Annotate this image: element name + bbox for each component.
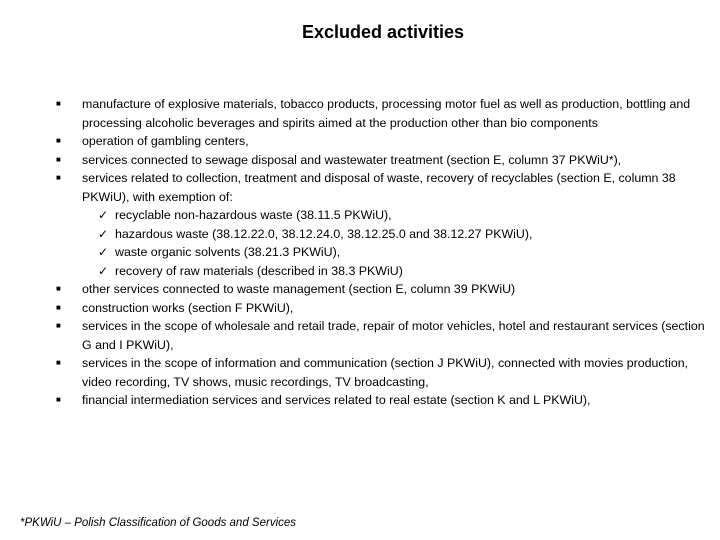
list-item-text: services in the scope of wholesale and retail trade, repair of motor vehicles, hotel and restaurant services (section G and I PKWiU), bbox=[82, 319, 705, 352]
exemption-text: recovery of raw materials (described in 38.3 PKWiU) bbox=[115, 263, 403, 278]
square-bullet-icon: ■ bbox=[56, 284, 61, 293]
page-title: Excluded activities bbox=[301, 22, 465, 42]
list-item-text: operation of gambling centers, bbox=[82, 134, 249, 148]
list-item bbox=[55, 299, 705, 318]
list-item-text: services related to collection, treatment and disposal of waste, recovery of recyclables (section E, column 38 PKWiU), with exemption of: bbox=[82, 171, 676, 204]
exemptions-block bbox=[55, 206, 705, 280]
checkmark-icon: ✓ bbox=[98, 263, 109, 278]
exemption-text: hazardous waste (38.12.22.0, 38.12.24.0, 38.12.25.0 and 38.12.27 PKWiU), bbox=[115, 226, 533, 241]
list-item bbox=[55, 280, 705, 299]
square-bullet-icon: ■ bbox=[56, 136, 61, 145]
square-bullet-icon: ■ bbox=[56, 302, 61, 312]
list-item-text: services in the scope of information and communication (section J PKWiU), connected with movies production, video recording, TV shows, music recordings, TV broadcasting, bbox=[82, 356, 689, 389]
list-item-text: other services connected to waste management (section E, column 39 PKWiU) bbox=[82, 282, 516, 296]
exemption-item bbox=[82, 206, 705, 225]
exemption-text: waste organic solvents (38.21.3 PKWiU), bbox=[115, 245, 341, 259]
checkmark-icon: ✓ bbox=[98, 245, 109, 259]
list-item bbox=[55, 354, 705, 391]
square-bullet-icon: ■ bbox=[56, 321, 61, 330]
list-item bbox=[55, 169, 705, 206]
list-item-text: construction works (section F PKWiU), bbox=[82, 300, 294, 315]
exemption-item bbox=[82, 243, 705, 262]
exemption-text: recyclable non-hazardous waste (38.11.5 PKWiU), bbox=[115, 208, 392, 222]
list-item-text: manufacture of explosive materials, tobacco products, processing motor fuel as well as production, bottling and processing alcoholic beverages and spirits aimed at the production other than bio components bbox=[82, 97, 691, 130]
square-bullet-icon: ■ bbox=[56, 173, 61, 182]
exemption-item bbox=[82, 262, 705, 281]
list-item bbox=[55, 151, 705, 170]
list-item-text: services connected to sewage disposal and wastewater treatment (section E, column 37 PKWiU*), bbox=[82, 152, 622, 167]
exemption-item bbox=[82, 225, 705, 244]
footnote: *PKWiU – Polish Classification of Goods and Services bbox=[20, 517, 297, 529]
square-bullet-icon: ■ bbox=[56, 395, 61, 404]
exemptions-list bbox=[82, 206, 705, 280]
checkmark-icon: ✓ bbox=[98, 208, 109, 222]
square-bullet-icon: ■ bbox=[56, 154, 61, 164]
list-item-text: financial intermediation services and services related to real estate (section K and L PKWiU), bbox=[82, 393, 591, 407]
excluded-activities-list bbox=[55, 95, 705, 410]
list-item bbox=[55, 95, 705, 132]
checkmark-icon: ✓ bbox=[98, 226, 109, 241]
list-item bbox=[55, 391, 705, 410]
list-item bbox=[55, 317, 705, 354]
square-bullet-icon: ■ bbox=[56, 358, 61, 367]
square-bullet-icon: ■ bbox=[56, 99, 61, 108]
list-item bbox=[55, 132, 705, 151]
